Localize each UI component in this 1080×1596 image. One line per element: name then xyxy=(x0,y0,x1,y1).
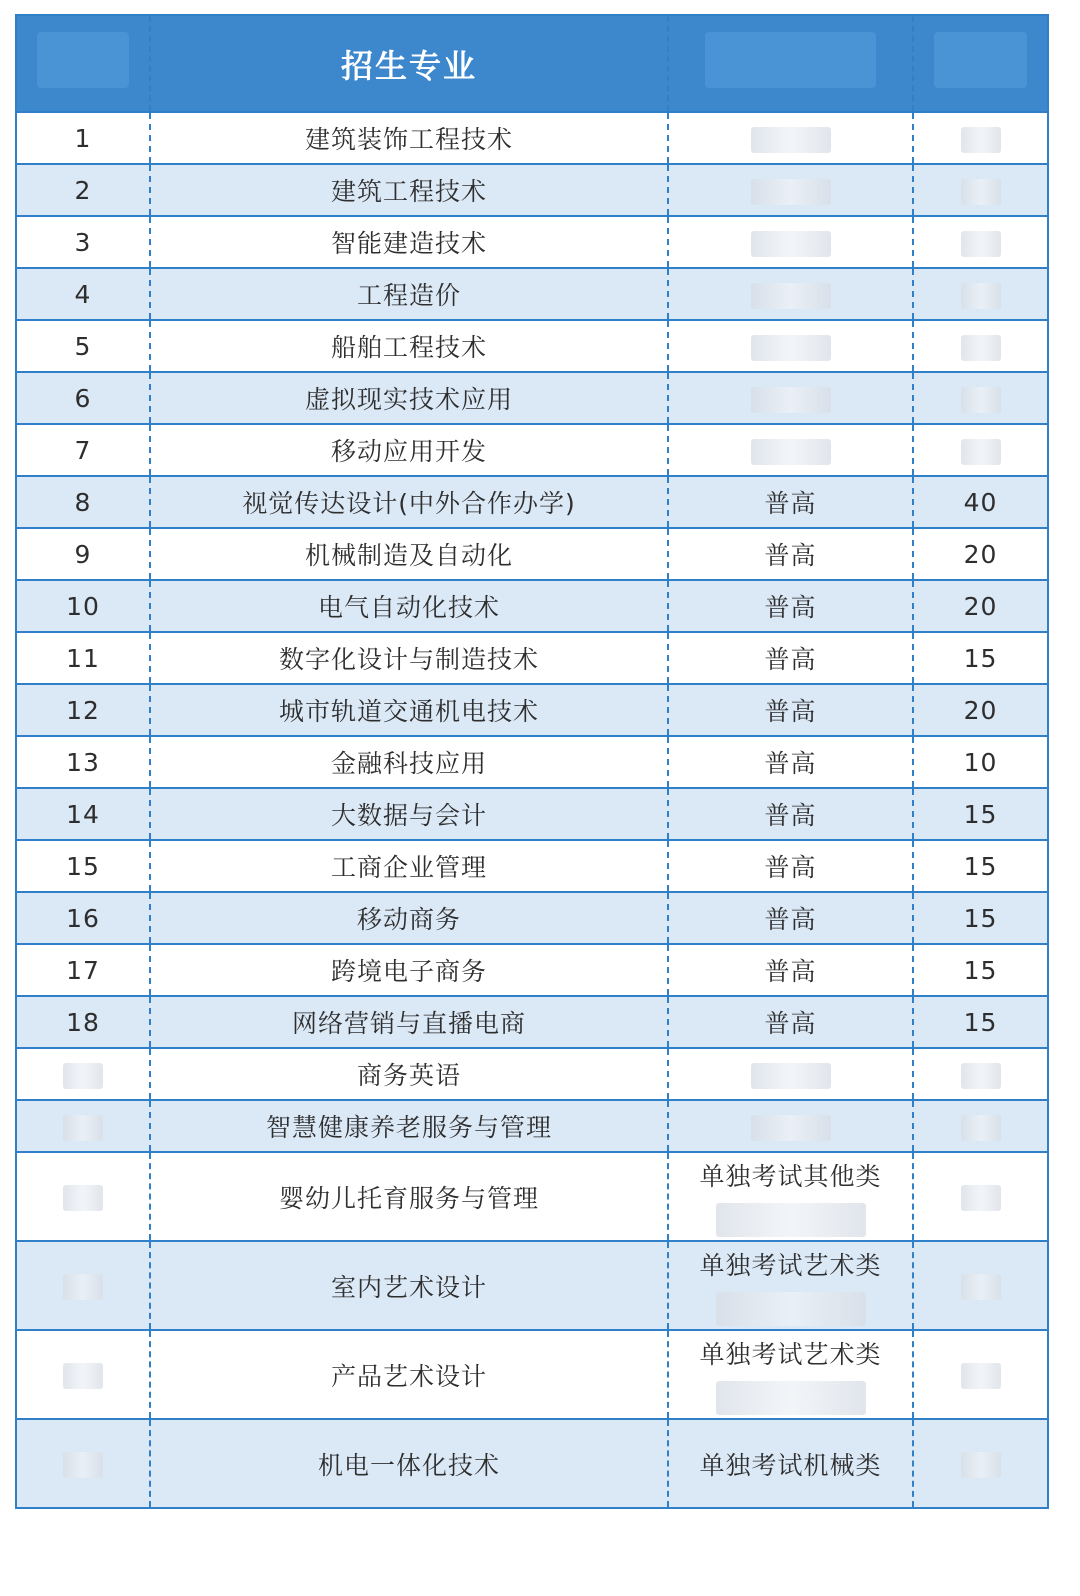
cell-type xyxy=(668,1241,913,1330)
cell-major: 工商企业管理 xyxy=(150,840,668,892)
cell-type xyxy=(668,1152,913,1241)
cell-quota xyxy=(913,216,1048,268)
redacted-value xyxy=(961,283,1001,309)
table-body xyxy=(16,112,1048,1508)
cell-type: 普高 xyxy=(668,944,913,996)
cell-major: 视觉传达设计(中外合作办学) xyxy=(150,476,668,528)
redacted-value xyxy=(751,127,831,153)
redacted-value xyxy=(961,387,1001,413)
redacted-value xyxy=(751,231,831,257)
cell-index: 9 xyxy=(16,528,150,580)
cell-major: 建筑装饰工程技术 xyxy=(150,112,668,164)
cell-major: 工程造价 xyxy=(150,268,668,320)
redacted-value xyxy=(63,1185,103,1211)
redacted-value xyxy=(961,1452,1001,1478)
cell-index: 13 xyxy=(16,736,150,788)
cell-quota xyxy=(913,164,1048,216)
cell-quota: 10 xyxy=(913,736,1048,788)
exam-type-label: 单独考试艺术类 xyxy=(699,1250,882,1280)
redacted-value xyxy=(961,1363,1001,1389)
redacted-value xyxy=(961,179,1001,205)
redacted-value xyxy=(63,1452,103,1478)
cell-quota xyxy=(913,1330,1048,1419)
redacted-value xyxy=(751,335,831,361)
redacted-value xyxy=(716,1381,866,1415)
cell-index: 8 xyxy=(16,476,150,528)
table-row xyxy=(16,1419,1048,1508)
redacted-value xyxy=(751,1115,831,1141)
cell-type xyxy=(668,268,913,320)
cell-quota: 15 xyxy=(913,892,1048,944)
cell-type: 普高 xyxy=(668,476,913,528)
redacted-value xyxy=(751,283,831,309)
table-row xyxy=(16,528,1048,580)
cell-type: 普高 xyxy=(668,632,913,684)
header-index-redacted xyxy=(37,32,129,88)
cell-major: 跨境电子商务 xyxy=(150,944,668,996)
cell-quota: 15 xyxy=(913,632,1048,684)
cell-type xyxy=(668,424,913,476)
cell-quota xyxy=(913,1048,1048,1100)
cell-index: 12 xyxy=(16,684,150,736)
header-type-redacted xyxy=(705,32,875,88)
cell-major: 虚拟现实技术应用 xyxy=(150,372,668,424)
cell-type xyxy=(668,164,913,216)
table-row xyxy=(16,580,1048,632)
exam-type-label: 单独考试艺术类 xyxy=(699,1339,882,1369)
redacted-value xyxy=(961,1115,1001,1141)
cell-major: 数字化设计与制造技术 xyxy=(150,632,668,684)
cell-type: 普高 xyxy=(668,892,913,944)
cell-type xyxy=(668,1100,913,1152)
table-row xyxy=(16,112,1048,164)
cell-quota: 20 xyxy=(913,580,1048,632)
table-header xyxy=(16,15,1048,112)
redacted-value xyxy=(961,1063,1001,1089)
redacted-value xyxy=(716,1292,866,1326)
cell-quota xyxy=(913,112,1048,164)
cell-quota xyxy=(913,320,1048,372)
table-row xyxy=(16,1330,1048,1419)
cell-major: 城市轨道交通机电技术 xyxy=(150,684,668,736)
cell-type xyxy=(668,1330,913,1419)
table-row xyxy=(16,944,1048,996)
cell-quota xyxy=(913,372,1048,424)
cell-major: 婴幼儿托育服务与管理 xyxy=(150,1152,668,1241)
cell-index: 1 xyxy=(16,112,150,164)
cell-type xyxy=(668,1419,913,1508)
header-row xyxy=(16,15,1048,112)
table-row xyxy=(16,736,1048,788)
cell-type: 普高 xyxy=(668,788,913,840)
cell-quota: 15 xyxy=(913,996,1048,1048)
cell-major: 金融科技应用 xyxy=(150,736,668,788)
cell-quota xyxy=(913,1241,1048,1330)
cell-index xyxy=(16,1048,150,1100)
cell-major: 移动应用开发 xyxy=(150,424,668,476)
cell-index xyxy=(16,1419,150,1508)
cell-index: 10 xyxy=(16,580,150,632)
cell-major: 室内艺术设计 xyxy=(150,1241,668,1330)
table-row xyxy=(16,216,1048,268)
redacted-value xyxy=(961,127,1001,153)
cell-type: 普高 xyxy=(668,580,913,632)
exam-type-label: 单独考试其他类 xyxy=(699,1161,882,1191)
cell-index: 11 xyxy=(16,632,150,684)
cell-major: 机电一体化技术 xyxy=(150,1419,668,1508)
cell-type xyxy=(668,372,913,424)
cell-quota xyxy=(913,1100,1048,1152)
header-index xyxy=(16,15,150,112)
redacted-value xyxy=(751,439,831,465)
table-row xyxy=(16,164,1048,216)
cell-quota: 15 xyxy=(913,840,1048,892)
redacted-value xyxy=(751,179,831,205)
cell-index: 2 xyxy=(16,164,150,216)
cell-quota: 40 xyxy=(913,476,1048,528)
cell-major: 大数据与会计 xyxy=(150,788,668,840)
cell-index: 7 xyxy=(16,424,150,476)
cell-type: 普高 xyxy=(668,996,913,1048)
redacted-value xyxy=(63,1115,103,1141)
cell-major: 产品艺术设计 xyxy=(150,1330,668,1419)
cell-type xyxy=(668,1048,913,1100)
redacted-value xyxy=(751,387,831,413)
header-quota xyxy=(913,15,1048,112)
table-row xyxy=(16,632,1048,684)
cell-type xyxy=(668,320,913,372)
cell-index: 18 xyxy=(16,996,150,1048)
admissions-table xyxy=(15,14,1049,1509)
cell-major: 智慧健康养老服务与管理 xyxy=(150,1100,668,1152)
table-row xyxy=(16,996,1048,1048)
cell-major: 船舶工程技术 xyxy=(150,320,668,372)
table-row xyxy=(16,1241,1048,1330)
cell-major: 网络营销与直播电商 xyxy=(150,996,668,1048)
table-row xyxy=(16,1048,1048,1100)
table-row xyxy=(16,788,1048,840)
redacted-value xyxy=(961,335,1001,361)
cell-type: 普高 xyxy=(668,840,913,892)
cell-index xyxy=(16,1100,150,1152)
cell-type xyxy=(668,216,913,268)
header-major: 招生专业 xyxy=(150,15,668,112)
cell-major: 移动商务 xyxy=(150,892,668,944)
cell-index: 14 xyxy=(16,788,150,840)
cell-major: 机械制造及自动化 xyxy=(150,528,668,580)
cell-type: 普高 xyxy=(668,736,913,788)
table-row xyxy=(16,684,1048,736)
redacted-value xyxy=(961,1274,1001,1300)
cell-type xyxy=(668,112,913,164)
table-row xyxy=(16,1100,1048,1152)
redacted-value xyxy=(63,1363,103,1389)
cell-index: 16 xyxy=(16,892,150,944)
exam-type-label: 单独考试机械类 xyxy=(699,1450,882,1480)
cell-index: 4 xyxy=(16,268,150,320)
table-row xyxy=(16,424,1048,476)
cell-quota: 20 xyxy=(913,684,1048,736)
cell-quota xyxy=(913,1419,1048,1508)
redacted-value xyxy=(961,439,1001,465)
cell-index: 5 xyxy=(16,320,150,372)
redacted-value xyxy=(63,1274,103,1300)
cell-index xyxy=(16,1152,150,1241)
header-quota-redacted xyxy=(934,32,1027,88)
cell-major: 建筑工程技术 xyxy=(150,164,668,216)
header-type xyxy=(668,15,913,112)
cell-type: 普高 xyxy=(668,684,913,736)
cell-quota xyxy=(913,424,1048,476)
cell-index xyxy=(16,1241,150,1330)
cell-quota: 15 xyxy=(913,788,1048,840)
cell-quota: 20 xyxy=(913,528,1048,580)
table-row xyxy=(16,476,1048,528)
cell-index: 17 xyxy=(16,944,150,996)
redacted-value xyxy=(63,1063,103,1089)
cell-major: 商务英语 xyxy=(150,1048,668,1100)
redacted-value xyxy=(751,1063,831,1089)
cell-major: 电气自动化技术 xyxy=(150,580,668,632)
cell-index: 3 xyxy=(16,216,150,268)
table-row xyxy=(16,1152,1048,1241)
table-row xyxy=(16,372,1048,424)
cell-index: 6 xyxy=(16,372,150,424)
table-row xyxy=(16,840,1048,892)
cell-major: 智能建造技术 xyxy=(150,216,668,268)
cell-quota: 15 xyxy=(913,944,1048,996)
table-row xyxy=(16,320,1048,372)
cell-index: 15 xyxy=(16,840,150,892)
redacted-value xyxy=(716,1203,866,1237)
cell-quota xyxy=(913,1152,1048,1241)
cell-quota xyxy=(913,268,1048,320)
redacted-value xyxy=(961,231,1001,257)
cell-index xyxy=(16,1330,150,1419)
table-row xyxy=(16,892,1048,944)
cell-type: 普高 xyxy=(668,528,913,580)
redacted-value xyxy=(961,1185,1001,1211)
table-row xyxy=(16,268,1048,320)
